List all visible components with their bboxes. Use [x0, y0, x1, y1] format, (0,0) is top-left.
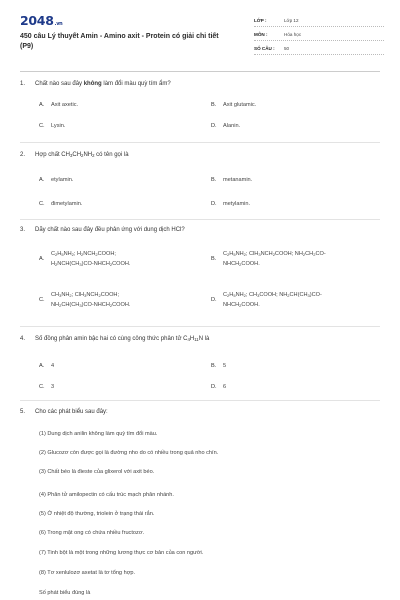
option-text: đimetylamin.: [51, 201, 83, 207]
statement-3: (3) Chất béo là đieste của glixerol với axit béo.: [39, 469, 155, 475]
option-line: $C_2H_5NH_2$; $H_2NCH_2COOH$;: [51, 251, 116, 258]
closing-prompt: Số phát biểu đúng là: [39, 590, 91, 596]
question-divider: [20, 400, 380, 401]
document-title: 450 câu Lý thuyết Amin - Amino axit - Protein có giải chi tiết (P9): [20, 33, 219, 50]
option-c[interactable]: [39, 290, 130, 310]
stem-text: Cho các phát biểu sau đây:: [35, 409, 108, 415]
option-c[interactable]: [39, 384, 54, 390]
meta-row-count: [254, 42, 384, 54]
option-letter: D.: [211, 201, 217, 207]
option-letter: C.: [39, 297, 45, 303]
statement-6: (6) Trong mật ong có chứa nhiều fructozơ.: [39, 530, 145, 536]
option-text: Axit glutamic.: [223, 102, 257, 108]
option-letter: A.: [39, 177, 45, 183]
logo-main: 2048: [20, 13, 54, 28]
option-c[interactable]: [39, 201, 82, 207]
meta-key: MÔN :: [254, 31, 268, 37]
option-text: Lysin.: [51, 123, 66, 129]
option-letter: A.: [39, 256, 45, 262]
question-number: 1.: [20, 81, 26, 87]
option-c[interactable]: [39, 123, 65, 129]
option-letter: C.: [39, 123, 45, 129]
option-text: 6: [223, 384, 227, 390]
option-letter: B.: [211, 256, 217, 262]
option-d[interactable]: [211, 384, 226, 390]
question-stem: [20, 409, 108, 415]
meta-value: 50: [284, 45, 290, 51]
stem-text: Chất nào sau đây: [35, 81, 84, 87]
option-a[interactable]: [39, 363, 54, 369]
question-divider: [20, 142, 380, 143]
option-letter: D.: [211, 384, 217, 390]
statement-7: (7) Tinh bột là một trong những lương thực cơ bản của con người.: [39, 550, 204, 556]
stem-text: Số đồng phân amin bậc hai có cùng công thức phân tử $C_4H_{11}N$ là: [35, 336, 210, 343]
option-d[interactable]: [211, 290, 322, 310]
question-number: 2.: [20, 152, 26, 158]
option-line: $NH_2CH(CH_3)CO-NHCH_2COOH$.: [51, 302, 131, 309]
header-divider: [20, 71, 380, 72]
statement-4: (4) Phân tử amilopectin có cấu trúc mạch phân nhánh.: [39, 492, 174, 498]
question-divider: [20, 326, 380, 327]
option-a[interactable]: [39, 102, 78, 108]
question-stem: [20, 227, 185, 233]
option-letter: B.: [211, 102, 217, 108]
option-letter: A.: [39, 102, 45, 108]
statement-1: (1) Dung dịch anilin không làm quỳ tím đổi màu.: [39, 431, 158, 437]
option-letter: D.: [211, 123, 217, 129]
option-b[interactable]: [211, 177, 252, 183]
site-logo[interactable]: [20, 13, 62, 28]
meta-key: SỐ CÂU :: [254, 45, 275, 51]
option-letter: B.: [211, 177, 217, 183]
option-line: $C_2H_5NH_2$; $CH_3COOH$; $NH_2CH(CH_3)CO-$: [223, 292, 322, 299]
option-line: $NHCH_2COOH$.: [223, 261, 260, 268]
question-stem: [20, 152, 129, 158]
option-b[interactable]: [211, 249, 326, 269]
meta-divider: [254, 40, 384, 41]
question-stem: [20, 336, 209, 342]
option-text: Alanin.: [223, 123, 241, 129]
document-header: [0, 0, 400, 72]
meta-key: LỚP :: [254, 17, 267, 23]
meta-value: Hóa học: [284, 31, 302, 37]
option-line: $H_2NCH(CH_3)CO-NHCH_2COOH$.: [51, 261, 131, 268]
meta-divider: [254, 26, 384, 27]
option-d[interactable]: [211, 123, 240, 129]
option-letter: C.: [39, 201, 45, 207]
option-letter: A.: [39, 363, 45, 369]
statement-5: (5) Ở nhiệt độ thường, triolein ở trạng thái rắn.: [39, 511, 155, 517]
question-number: 4.: [20, 336, 26, 342]
option-line: $CH_3NH_2$; $ClH_3NCH_2COOH$;: [51, 292, 120, 299]
stem-text: Dãy chất nào sau đây đều phản ứng với dung dịch HCl?: [35, 227, 185, 233]
option-text: Axit axetic.: [51, 102, 79, 108]
option-a[interactable]: [39, 177, 73, 183]
stem-text: Hợp chất $CH_3CH_2NH_2$ có tên gọi là: [35, 152, 129, 159]
option-text: metylamin.: [223, 201, 251, 207]
question-stem: [20, 81, 171, 87]
stem-text: làm đổi màu quỳ tím ẩm?: [101, 81, 171, 87]
logo-tld: .vn: [54, 21, 63, 27]
statement-2: (2) Glucozơ còn được gọi là đường nho do có nhiều trong quả nho chín.: [39, 450, 219, 456]
question-number: 3.: [20, 227, 26, 233]
option-letter: C.: [39, 384, 45, 390]
option-b[interactable]: [211, 102, 256, 108]
option-line: $C_2H_5NH_2$; $ClH_3NCH_2COOH$; $NH_2CH_2CO-$: [223, 251, 326, 258]
option-line: $NHCH_2COOH$.: [223, 302, 260, 309]
meta-value: Lớp 12: [284, 17, 299, 23]
option-letter: D.: [211, 297, 217, 303]
meta-row-subject: [254, 28, 384, 40]
meta-row-class: [254, 14, 384, 26]
option-text: 3: [51, 384, 55, 390]
option-text: 5: [223, 363, 227, 369]
option-text: etylamin.: [51, 177, 74, 183]
option-a[interactable]: [39, 249, 130, 269]
option-text: metanamin.: [223, 177, 253, 183]
option-text: 4: [51, 363, 55, 369]
option-letter: B.: [211, 363, 217, 369]
meta-divider: [254, 54, 384, 55]
question-divider: [20, 219, 380, 220]
question-number: 5.: [20, 409, 26, 415]
option-d[interactable]: [211, 201, 250, 207]
statement-8: (8) Tơ xenlulozơ axetat là tơ tổng hợp.: [39, 570, 136, 576]
option-b[interactable]: [211, 363, 226, 369]
stem-emphasis: không: [83, 81, 102, 87]
